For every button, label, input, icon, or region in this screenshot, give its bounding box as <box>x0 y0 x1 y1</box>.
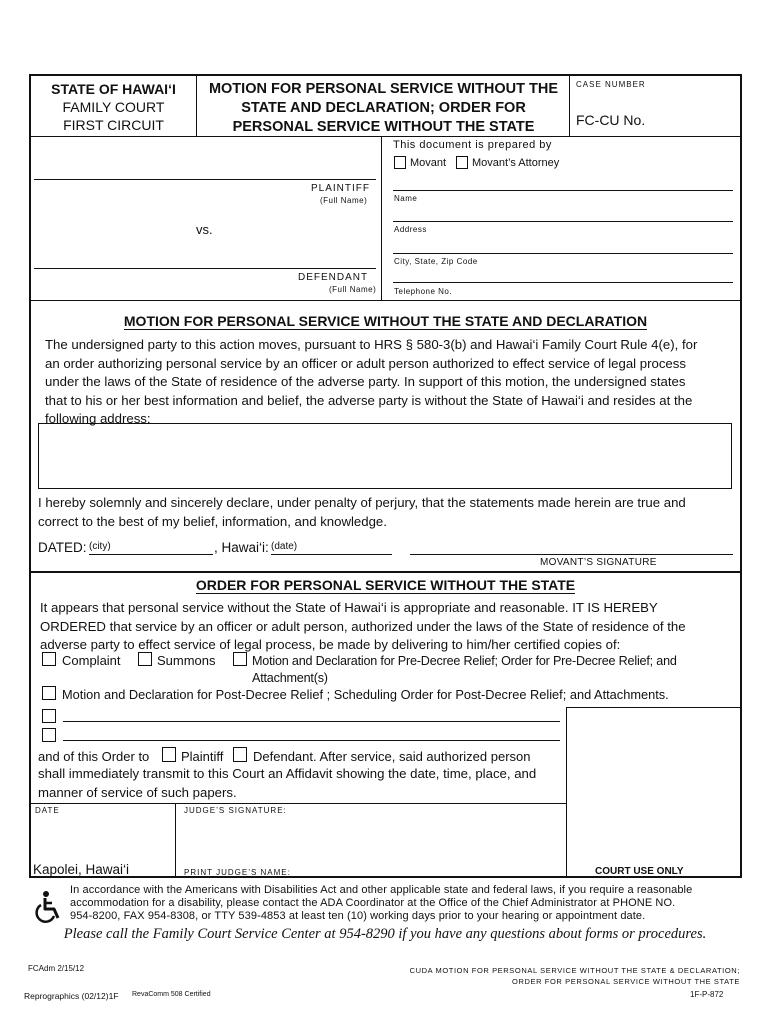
date-hint: (date) <box>271 541 298 552</box>
header-divider-2 <box>569 74 570 137</box>
ada-line: In accordance with the Americans with Disabilities Act and other applicable state and federal laws, if you require a reasonable <box>70 884 693 896</box>
order-defendant-label: Defendant. After service, said authorized person <box>253 749 531 764</box>
ada-notice <box>70 884 750 923</box>
judge-top-line <box>29 803 566 804</box>
other-line-1[interactable] <box>63 721 560 722</box>
preparer-phone-line[interactable] <box>393 282 733 283</box>
motion-line: under the laws of the State of residence of the adverse party. In support of this motion, the undersigned states <box>45 374 686 389</box>
and-this-order-label: and of this Order to <box>38 749 150 764</box>
case-number-label: CASE NUMBER <box>576 80 646 89</box>
prepared-by-title: This document is prepared by <box>393 139 552 151</box>
complaint-checkbox[interactable] <box>42 652 56 666</box>
post-decree-label: Motion and Declaration for Post-Decree Relief ; Scheduling Order for Post-Decree Relief; and Attachments. <box>62 687 669 702</box>
dated-city-field[interactable] <box>89 541 213 555</box>
service-center-notice: Please call the Family Court Service Center at 954-8290 if you have any questions about forms or procedures. <box>63 926 707 942</box>
movant-signature-label: MOVANT’S SIGNATURE <box>540 557 657 568</box>
motion-heading <box>31 313 740 329</box>
defendant-label: DEFENDANT <box>298 272 369 283</box>
court-use-divider <box>566 707 567 877</box>
court-use-only-label: COURT USE ONLY <box>595 866 684 877</box>
movant-attorney-checkbox[interactable] <box>456 156 468 169</box>
after-line: manner of service of such papers. <box>38 784 237 800</box>
title-line: PERSONAL SERVICE WITHOUT THE STATE <box>232 119 535 135</box>
judge-signature-label: JUDGE’S SIGNATURE: <box>184 806 287 815</box>
pre-decree-line: Attachment(s) <box>252 671 328 685</box>
document-title <box>198 80 569 137</box>
pre-decree-checkbox[interactable] <box>233 652 247 666</box>
post-decree-checkbox[interactable] <box>42 686 56 700</box>
other-line-2[interactable] <box>63 740 560 741</box>
order-body <box>40 599 735 655</box>
motion-heading-text: MOTION FOR PERSONAL SERVICE WITHOUT THE STATE AND DECLARATION <box>123 313 648 329</box>
versus-label: vs. <box>196 222 213 237</box>
circuit-label: FIRST CIRCUIT <box>63 117 164 133</box>
order-plaintiff-label: Plaintiff <box>181 749 224 764</box>
motion-line: that to his or her best information and belief, the adverse party is without the State of Hawai‘i and resides at the <box>45 392 693 408</box>
order-heading-text: ORDER FOR PERSONAL SERVICE WITHOUT THE STATE <box>195 577 576 593</box>
wheelchair-icon <box>30 890 64 929</box>
dated-date-field[interactable] <box>271 541 392 555</box>
declaration-line: correct to the best of my belief, information, and knowledge. <box>38 513 387 529</box>
date-label: DATE <box>35 806 60 815</box>
court-name <box>31 80 196 134</box>
after-line: shall immediately transmit to this Court an Affidavit showing the date, time, place, and <box>38 766 537 781</box>
case-number-field[interactable]: FC-CU No. <box>576 112 646 128</box>
defendant-full-name-hint: (Full Name) <box>329 285 377 294</box>
motion-body <box>45 336 735 429</box>
order-heading <box>31 577 740 593</box>
plaintiff-full-name-hint: (Full Name) <box>320 196 368 205</box>
form-title <box>380 965 740 987</box>
summons-label: Summons <box>157 653 216 668</box>
hawaii-label: , Hawai‘i: <box>214 540 269 555</box>
movant-signature-line[interactable] <box>410 554 733 555</box>
plaintiff-label: PLAINTIFF <box>311 183 371 194</box>
movant-label: Movant <box>410 157 447 169</box>
judge-divider <box>175 803 176 877</box>
other-checkbox-1[interactable] <box>42 709 56 723</box>
court-use-top <box>566 707 742 708</box>
motion-line: The undersigned party to this action moves, pursuant to HRS § 580-3(b) and Hawai‘i Family Court Rule 4(e), for <box>45 337 698 352</box>
complaint-label: Complaint <box>62 653 121 668</box>
location-label: Kapolei, Hawai‘i <box>33 862 130 877</box>
form-title-line: CUDA MOTION FOR PERSONAL SERVICE WITHOUT THE STATE & DECLARATION; <box>409 966 740 975</box>
title-line: STATE AND DECLARATION; ORDER FOR <box>241 100 526 116</box>
after-service-text <box>38 765 563 802</box>
motion-line: following address: <box>45 411 151 426</box>
declaration-line: I hereby solemnly and sincerely declare, under penalty of perjury, that the statements made herein are true and <box>38 495 686 510</box>
order-line: It appears that personal service without the State of Hawai‘i is appropriate and reasonable. IT IS HEREBY <box>40 600 658 615</box>
party-divider <box>381 136 382 301</box>
plaintiff-name-line[interactable] <box>34 179 376 180</box>
frame-right <box>740 74 742 878</box>
title-line: MOTION FOR PERSONAL SERVICE WITHOUT THE <box>208 81 559 97</box>
family-court-label: FAMILY COURT <box>62 99 165 115</box>
address-label: Address <box>394 225 427 234</box>
defendant-name-line[interactable] <box>34 268 376 269</box>
order-defendant-checkbox[interactable] <box>233 747 247 762</box>
ada-line: 954-8200, FAX 954-8308, or TTY 539-4853 at least ten (10) working days prior to your hearing or appointment date. <box>70 910 646 922</box>
frame-top <box>29 74 742 76</box>
motion-line: an order authorizing personal service by an officer or adult person authorized to effect service of legal process <box>45 355 686 371</box>
movant-attorney-label: Movant’s Attorney <box>472 157 560 169</box>
form-number: 1F-P-872 <box>690 990 724 999</box>
form-title-line: ORDER FOR PERSONAL SERVICE WITHOUT THE STATE <box>512 977 740 986</box>
preparer-name-line[interactable] <box>393 190 733 191</box>
form-id: FCAdm 2/15/12 <box>28 964 85 973</box>
dated-label: DATED: <box>38 540 87 555</box>
state-label: STATE OF HAWAI‘I <box>51 81 176 97</box>
adverse-party-address-box[interactable] <box>38 423 732 489</box>
other-checkbox-2[interactable] <box>42 728 56 742</box>
telephone-label: Telephone No. <box>394 287 453 296</box>
city-state-zip-label: City, State, Zip Code <box>394 257 478 266</box>
revacomm-label: RevaComm 508 Certified <box>132 991 211 998</box>
order-line: ORDERED that service by an officer or adult person, authorized under the laws of the State of residence of the <box>40 618 686 634</box>
reprographics-label: Reprographics (02/12)1F <box>24 991 119 1001</box>
party-bottom-line <box>29 300 742 301</box>
order-top-line <box>29 571 742 573</box>
preparer-city-line[interactable] <box>393 253 733 254</box>
print-judge-name-label: PRINT JUDGE’S NAME: <box>184 868 291 877</box>
movant-checkbox[interactable] <box>394 156 406 169</box>
summons-checkbox[interactable] <box>138 652 152 666</box>
name-label: Name <box>394 194 418 203</box>
ada-line: accommodation for a disability, please contact the ADA Coordinator at the Office of the Chief Administrator at PHONE NO. <box>70 897 676 909</box>
frame-left <box>29 74 31 878</box>
preparer-address-line[interactable] <box>393 221 733 222</box>
order-plaintiff-checkbox[interactable] <box>162 747 176 762</box>
city-hint: (city) <box>89 541 111 552</box>
header-divider-1 <box>196 74 197 137</box>
order-line: adverse party to effect service of legal process, be made by delivering to him/her certified copies of: <box>40 637 621 652</box>
pre-decree-line: Motion and Declaration for Pre-Decree Relief; Order for Pre-Decree Relief; and <box>252 654 677 668</box>
pre-decree-label <box>252 653 677 687</box>
declaration-text <box>38 494 738 531</box>
